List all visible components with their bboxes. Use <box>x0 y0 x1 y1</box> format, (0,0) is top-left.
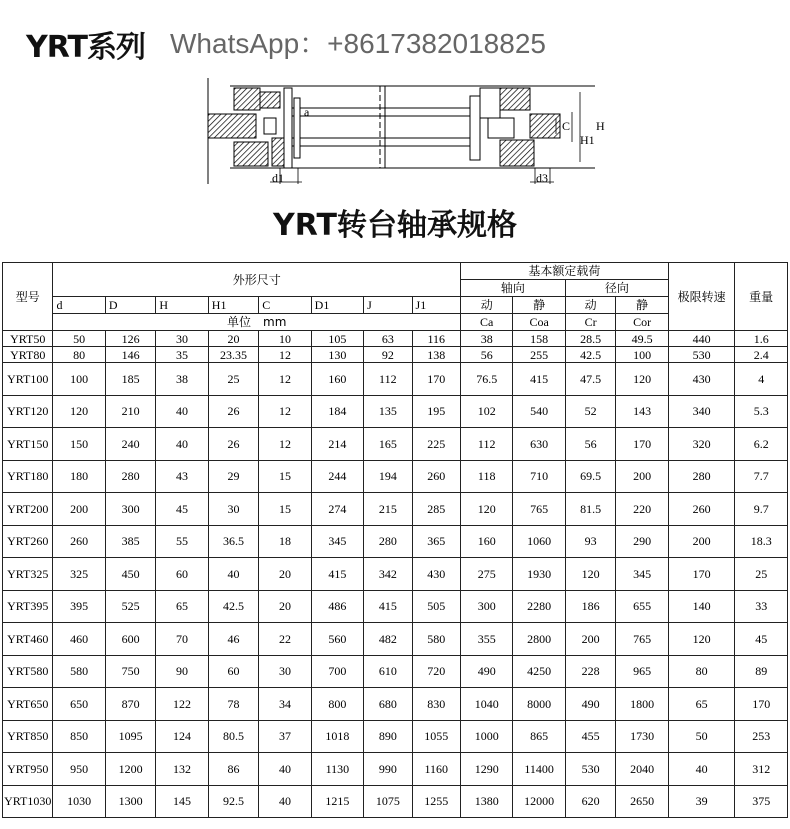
table-row <box>3 590 788 623</box>
table-cell: 76.5 <box>460 363 512 396</box>
model-cell: YRT1030 <box>3 785 53 818</box>
table-cell: 215 <box>364 493 412 526</box>
table-cell: 35 <box>156 347 208 363</box>
table-cell: 430 <box>412 558 460 591</box>
table-cell: 830 <box>412 688 460 721</box>
table-cell: 1200 <box>105 753 155 786</box>
table-cell: 430 <box>668 363 735 396</box>
table-cell: 40 <box>208 558 258 591</box>
table-row <box>3 395 788 428</box>
table-cell: 1290 <box>460 753 512 786</box>
table-cell: 100 <box>616 347 668 363</box>
whatsapp-contact: WhatsApp：+8617382018825 <box>170 28 546 59</box>
header-radial-dynamic: 动 <box>565 297 615 314</box>
table-cell: 49.5 <box>616 331 668 347</box>
table-cell: 28.5 <box>565 331 615 347</box>
table-cell: 12 <box>259 428 311 461</box>
table-cell: 300 <box>460 590 512 623</box>
table-cell: 1075 <box>364 785 412 818</box>
table-cell: 42.5 <box>565 347 615 363</box>
table-cell: 530 <box>565 753 615 786</box>
table-cell: 460 <box>53 623 105 656</box>
label-d1: d1 <box>272 171 284 185</box>
table-cell: 415 <box>311 558 363 591</box>
table-cell: 29 <box>208 460 258 493</box>
header-cr: Cr <box>565 314 615 331</box>
table-cell: 186 <box>565 590 615 623</box>
table-row <box>3 753 788 786</box>
table-cell: 505 <box>412 590 460 623</box>
table-cell: 195 <box>412 395 460 428</box>
table-cell: 765 <box>616 623 668 656</box>
table-cell: 92 <box>364 347 412 363</box>
table-cell: 255 <box>513 347 565 363</box>
table-cell: 55 <box>156 525 208 558</box>
table-cell: 610 <box>364 655 412 688</box>
table-cell: 135 <box>364 395 412 428</box>
table-cell: 312 <box>735 753 788 786</box>
table-row <box>3 655 788 688</box>
table-row <box>3 623 788 656</box>
header-coa: Coa <box>513 314 565 331</box>
table-cell: 253 <box>735 720 788 753</box>
table-cell: 580 <box>412 623 460 656</box>
table-cell: 70 <box>156 623 208 656</box>
table-cell: 124 <box>156 720 208 753</box>
table-cell: 40 <box>259 753 311 786</box>
table-cell: 275 <box>460 558 512 591</box>
table-cell: 1.6 <box>735 331 788 347</box>
table-cell: 150 <box>53 428 105 461</box>
table-cell: 345 <box>616 558 668 591</box>
table-cell: 33 <box>735 590 788 623</box>
table-cell: 1040 <box>460 688 512 721</box>
table-cell: 50 <box>53 331 105 347</box>
table-cell: 160 <box>311 363 363 396</box>
table-cell: 45 <box>735 623 788 656</box>
table-cell: 750 <box>105 655 155 688</box>
table-cell: 482 <box>364 623 412 656</box>
table-cell: 46 <box>208 623 258 656</box>
table-row <box>3 785 788 818</box>
table-cell: 18 <box>259 525 311 558</box>
table-cell: 42.5 <box>208 590 258 623</box>
table-cell: 45 <box>156 493 208 526</box>
table-cell: 260 <box>53 525 105 558</box>
table-cell: 40 <box>259 785 311 818</box>
table-cell: 1130 <box>311 753 363 786</box>
table-cell: 765 <box>513 493 565 526</box>
table-cell: 214 <box>311 428 363 461</box>
table-cell: 440 <box>668 331 735 347</box>
model-cell: YRT950 <box>3 753 53 786</box>
table-cell: 415 <box>364 590 412 623</box>
table-cell: 80 <box>53 347 105 363</box>
table-cell: 118 <box>460 460 512 493</box>
table-cell: 280 <box>668 460 735 493</box>
header-radial-static: 静 <box>616 297 668 314</box>
table-cell: 280 <box>105 460 155 493</box>
table-row <box>3 720 788 753</box>
table-cell: 20 <box>259 558 311 591</box>
table-cell: 4250 <box>513 655 565 688</box>
header-radial: 径向 <box>565 280 668 297</box>
table-cell: 1095 <box>105 720 155 753</box>
table-cell: 6.2 <box>735 428 788 461</box>
model-cell: YRT850 <box>3 720 53 753</box>
table-cell: 30 <box>259 655 311 688</box>
table-cell: 580 <box>53 655 105 688</box>
table-cell: 486 <box>311 590 363 623</box>
model-cell: YRT200 <box>3 493 53 526</box>
model-cell: YRT395 <box>3 590 53 623</box>
table-cell: 1380 <box>460 785 512 818</box>
header-cor: Cor <box>616 314 668 331</box>
page-title: YRT转台轴承规格 <box>273 208 517 243</box>
table-cell: 540 <box>513 395 565 428</box>
table-cell: 78 <box>208 688 258 721</box>
table-cell: 340 <box>668 395 735 428</box>
table-cell: 5.3 <box>735 395 788 428</box>
header-dim-col: D1 <box>311 297 363 314</box>
table-cell: 80 <box>668 655 735 688</box>
table-cell: 285 <box>412 493 460 526</box>
table-cell: 4 <box>735 363 788 396</box>
table-cell: 280 <box>364 525 412 558</box>
table-cell: 36.5 <box>208 525 258 558</box>
table-cell: 260 <box>668 493 735 526</box>
table-cell: 2040 <box>616 753 668 786</box>
table-cell: 800 <box>311 688 363 721</box>
table-cell: 700 <box>311 655 363 688</box>
table-cell: 140 <box>668 590 735 623</box>
header-dimensions: 外形尺寸 <box>53 263 461 297</box>
table-cell: 2.4 <box>735 347 788 363</box>
table-cell: 655 <box>616 590 668 623</box>
table-cell: 375 <box>735 785 788 818</box>
table-cell: 160 <box>460 525 512 558</box>
header-axial-static: 静 <box>513 297 565 314</box>
table-cell: 56 <box>460 347 512 363</box>
table-cell: 26 <box>208 428 258 461</box>
table-cell: 122 <box>156 688 208 721</box>
table-cell: 325 <box>53 558 105 591</box>
table-cell: 89 <box>735 655 788 688</box>
table-cell: 365 <box>412 525 460 558</box>
table-cell: 43 <box>156 460 208 493</box>
table-cell: 950 <box>53 753 105 786</box>
label-d3: d3 <box>536 171 548 185</box>
table-cell: 47.5 <box>565 363 615 396</box>
table-cell: 126 <box>105 331 155 347</box>
table-cell: 170 <box>735 688 788 721</box>
table-cell: 850 <box>53 720 105 753</box>
table-cell: 415 <box>513 363 565 396</box>
table-cell: 1215 <box>311 785 363 818</box>
table-cell: 560 <box>311 623 363 656</box>
table-cell: 210 <box>105 395 155 428</box>
table-cell: 9.7 <box>735 493 788 526</box>
table-cell: 130 <box>311 347 363 363</box>
header-axial-dynamic: 动 <box>460 297 512 314</box>
table-cell: 30 <box>208 493 258 526</box>
model-cell: YRT120 <box>3 395 53 428</box>
table-cell: 38 <box>460 331 512 347</box>
table-cell: 90 <box>156 655 208 688</box>
table-cell: 620 <box>565 785 615 818</box>
table-cell: 7.7 <box>735 460 788 493</box>
model-cell: YRT325 <box>3 558 53 591</box>
table-row <box>3 558 788 591</box>
table-cell: 50 <box>668 720 735 753</box>
table-row <box>3 428 788 461</box>
table-cell: 185 <box>105 363 155 396</box>
bearing-cross-section-drawing <box>200 78 610 188</box>
table-cell: 40 <box>668 753 735 786</box>
table-cell: 184 <box>311 395 363 428</box>
table-cell: 120 <box>460 493 512 526</box>
table-cell: 228 <box>565 655 615 688</box>
label-h1: H1 <box>580 133 595 147</box>
table-row <box>3 493 788 526</box>
table-cell: 200 <box>565 623 615 656</box>
table-cell: 52 <box>565 395 615 428</box>
table-cell: 1730 <box>616 720 668 753</box>
table-cell: 80.5 <box>208 720 258 753</box>
header-dim-col: J <box>364 297 412 314</box>
table-cell: 870 <box>105 688 155 721</box>
table-cell: 11400 <box>513 753 565 786</box>
table-cell: 200 <box>616 460 668 493</box>
table-cell: 600 <box>105 623 155 656</box>
label-c: C <box>562 119 571 133</box>
table-cell: 890 <box>364 720 412 753</box>
table-cell: 1000 <box>460 720 512 753</box>
header-load: 基本额定载荷 <box>460 263 668 280</box>
table-cell: 12 <box>259 363 311 396</box>
table-cell: 710 <box>513 460 565 493</box>
model-cell: YRT460 <box>3 623 53 656</box>
table-cell: 112 <box>460 428 512 461</box>
table-cell: 69.5 <box>565 460 615 493</box>
table-cell: 630 <box>513 428 565 461</box>
table-cell: 244 <box>311 460 363 493</box>
table-cell: 92.5 <box>208 785 258 818</box>
header-ca: Ca <box>460 314 512 331</box>
table-cell: 56 <box>565 428 615 461</box>
table-cell: 455 <box>565 720 615 753</box>
table-cell: 225 <box>412 428 460 461</box>
label-a: a <box>304 105 310 119</box>
table-cell: 34 <box>259 688 311 721</box>
table-cell: 38 <box>156 363 208 396</box>
table-cell: 146 <box>105 347 155 363</box>
header-unit: 单位 mm <box>53 314 461 331</box>
table-cell: 2280 <box>513 590 565 623</box>
table-cell: 15 <box>259 493 311 526</box>
header-axial: 轴向 <box>460 280 565 297</box>
header-speed: 极限转速 <box>668 263 735 331</box>
table-cell: 1255 <box>412 785 460 818</box>
table-cell: 1060 <box>513 525 565 558</box>
table-cell: 12 <box>259 347 311 363</box>
table-cell: 1030 <box>53 785 105 818</box>
table-cell: 37 <box>259 720 311 753</box>
table-cell: 490 <box>565 688 615 721</box>
table-cell: 8000 <box>513 688 565 721</box>
table-cell: 145 <box>156 785 208 818</box>
model-cell: YRT650 <box>3 688 53 721</box>
model-cell: YRT580 <box>3 655 53 688</box>
table-cell: 240 <box>105 428 155 461</box>
table-cell: 143 <box>616 395 668 428</box>
table-cell: 1160 <box>412 753 460 786</box>
table-cell: 20 <box>259 590 311 623</box>
table-row <box>3 525 788 558</box>
series-title: YRT系列 <box>26 30 145 65</box>
label-h: H <box>596 119 605 133</box>
table-cell: 865 <box>513 720 565 753</box>
header-model: 型号 <box>3 263 53 331</box>
table-cell: 342 <box>364 558 412 591</box>
table-cell: 1055 <box>412 720 460 753</box>
table-cell: 10 <box>259 331 311 347</box>
table-cell: 132 <box>156 753 208 786</box>
table-cell: 120 <box>616 363 668 396</box>
table-cell: 120 <box>668 623 735 656</box>
table-cell: 274 <box>311 493 363 526</box>
table-cell: 23.35 <box>208 347 258 363</box>
table-cell: 93 <box>565 525 615 558</box>
table-cell: 165 <box>364 428 412 461</box>
table-cell: 1800 <box>616 688 668 721</box>
table-cell: 200 <box>53 493 105 526</box>
table-cell: 965 <box>616 655 668 688</box>
table-cell: 39 <box>668 785 735 818</box>
table-cell: 60 <box>208 655 258 688</box>
table-cell: 100 <box>53 363 105 396</box>
table-cell: 720 <box>412 655 460 688</box>
table-cell: 395 <box>53 590 105 623</box>
table-row <box>3 347 788 363</box>
table-cell: 25 <box>735 558 788 591</box>
table-cell: 490 <box>460 655 512 688</box>
table-cell: 1930 <box>513 558 565 591</box>
table-cell: 1018 <box>311 720 363 753</box>
table-cell: 15 <box>259 460 311 493</box>
table-cell: 1300 <box>105 785 155 818</box>
table-cell: 530 <box>668 347 735 363</box>
table-cell: 680 <box>364 688 412 721</box>
table-cell: 355 <box>460 623 512 656</box>
table-cell: 170 <box>616 428 668 461</box>
table-cell: 60 <box>156 558 208 591</box>
table-cell: 81.5 <box>565 493 615 526</box>
model-cell: YRT180 <box>3 460 53 493</box>
table-row <box>3 688 788 721</box>
table-cell: 2800 <box>513 623 565 656</box>
table-cell: 260 <box>412 460 460 493</box>
table-cell: 116 <box>412 331 460 347</box>
table-cell: 25 <box>208 363 258 396</box>
table-cell: 120 <box>53 395 105 428</box>
model-cell: YRT260 <box>3 525 53 558</box>
table-cell: 12000 <box>513 785 565 818</box>
table-cell: 112 <box>364 363 412 396</box>
model-cell: YRT80 <box>3 347 53 363</box>
table-cell: 525 <box>105 590 155 623</box>
table-cell: 300 <box>105 493 155 526</box>
table-cell: 290 <box>616 525 668 558</box>
table-cell: 170 <box>412 363 460 396</box>
table-cell: 158 <box>513 331 565 347</box>
model-cell: YRT50 <box>3 331 53 347</box>
table-cell: 65 <box>156 590 208 623</box>
header-dim-col: J1 <box>412 297 460 314</box>
table-cell: 105 <box>311 331 363 347</box>
table-cell: 63 <box>364 331 412 347</box>
table-row <box>3 460 788 493</box>
table-cell: 30 <box>156 331 208 347</box>
model-cell: YRT150 <box>3 428 53 461</box>
table-cell: 180 <box>53 460 105 493</box>
header-dim-col: H1 <box>208 297 258 314</box>
table-cell: 18.3 <box>735 525 788 558</box>
table-cell: 2650 <box>616 785 668 818</box>
table-row <box>3 331 788 347</box>
spec-table-body <box>3 331 788 818</box>
table-cell: 345 <box>311 525 363 558</box>
spec-table <box>2 262 788 818</box>
table-cell: 102 <box>460 395 512 428</box>
model-cell: YRT100 <box>3 363 53 396</box>
table-cell: 22 <box>259 623 311 656</box>
header-weight: 重量 <box>735 263 788 331</box>
table-cell: 86 <box>208 753 258 786</box>
header-dim-col: d <box>53 297 105 314</box>
table-cell: 65 <box>668 688 735 721</box>
table-cell: 20 <box>208 331 258 347</box>
table-cell: 220 <box>616 493 668 526</box>
table-cell: 40 <box>156 428 208 461</box>
table-cell: 138 <box>412 347 460 363</box>
table-cell: 650 <box>53 688 105 721</box>
table-cell: 170 <box>668 558 735 591</box>
table-cell: 990 <box>364 753 412 786</box>
header-dim-col: D <box>105 297 155 314</box>
table-cell: 200 <box>668 525 735 558</box>
table-cell: 450 <box>105 558 155 591</box>
table-cell: 194 <box>364 460 412 493</box>
table-cell: 12 <box>259 395 311 428</box>
table-cell: 40 <box>156 395 208 428</box>
table-row <box>3 363 788 396</box>
header-dim-col: H <box>156 297 208 314</box>
table-cell: 120 <box>565 558 615 591</box>
table-cell: 26 <box>208 395 258 428</box>
header-dim-col: C <box>259 297 311 314</box>
table-cell: 385 <box>105 525 155 558</box>
table-cell: 320 <box>668 428 735 461</box>
